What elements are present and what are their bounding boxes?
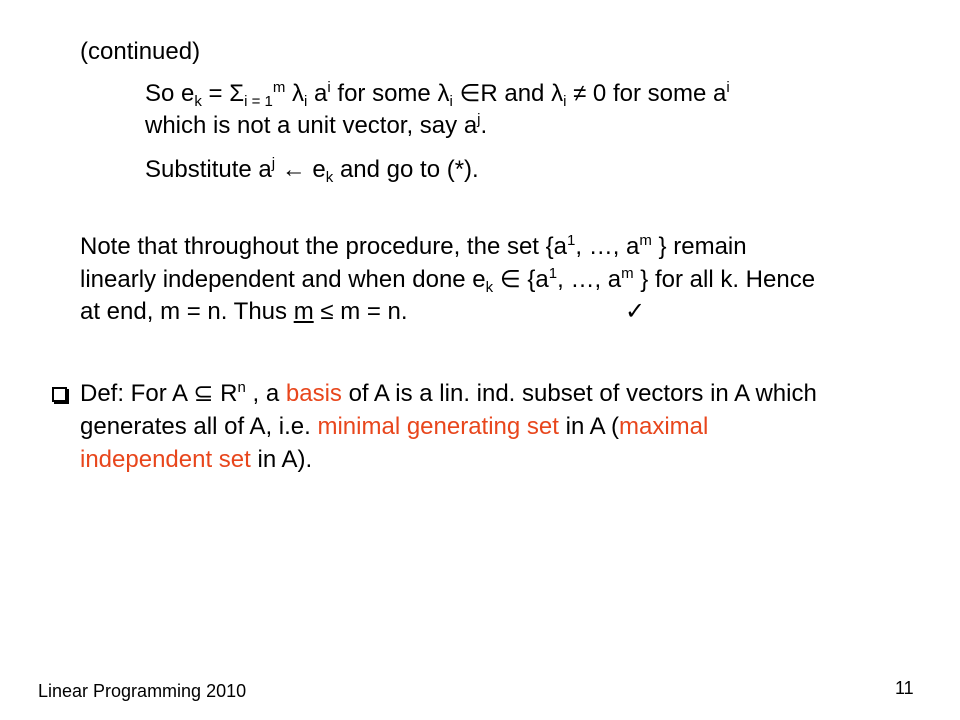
t: . xyxy=(480,112,488,139)
t: in A ( xyxy=(558,413,619,440)
not-equal-symbol: ≠ xyxy=(573,80,587,107)
def-line-2 xyxy=(80,413,708,441)
t: k xyxy=(194,93,202,110)
t: j xyxy=(271,155,276,172)
t: i = 1 xyxy=(244,93,273,110)
t: of A is a lin. ind. subset of vectors in A which xyxy=(341,380,817,407)
t: a xyxy=(307,80,328,107)
t: generates all of A, i.e. xyxy=(80,413,318,440)
line-note-3 xyxy=(80,298,408,326)
lambda-symbol: λ xyxy=(551,80,564,107)
qed-check-icon: ✓ xyxy=(625,298,646,325)
t: i xyxy=(563,93,567,110)
t: {a xyxy=(520,266,549,293)
t: m = n. xyxy=(333,298,408,325)
line-unit-vector xyxy=(145,112,487,140)
t: } remain xyxy=(651,233,747,260)
t: i xyxy=(449,93,453,110)
t: Def: For A xyxy=(80,380,194,407)
t: which is not a unit vector, say a xyxy=(145,112,478,139)
t: e xyxy=(305,156,326,183)
lambda-symbol: λ xyxy=(437,80,450,107)
t: , …, a xyxy=(575,233,640,260)
subset-symbol: ⊆ xyxy=(193,380,214,407)
t: = xyxy=(201,80,230,107)
t: for some xyxy=(330,80,438,107)
line-note-2 xyxy=(80,266,815,294)
line-note-1 xyxy=(80,233,747,261)
t: Note that throughout the procedure, the set {a xyxy=(80,233,568,260)
continued-heading xyxy=(80,38,200,66)
t: linearly independent and when done e xyxy=(80,266,486,293)
t: i xyxy=(327,79,331,96)
t: R and xyxy=(480,80,552,107)
t xyxy=(275,156,282,183)
line-substitute xyxy=(145,156,479,184)
t xyxy=(493,266,500,293)
left-arrow-symbol: ← xyxy=(281,156,306,183)
less-equal-symbol: ≤ xyxy=(320,298,334,325)
lambda-symbol: λ xyxy=(292,80,305,107)
t: m xyxy=(272,79,286,96)
t: k xyxy=(485,279,494,296)
t: in A). xyxy=(250,446,313,473)
underlined-m: m xyxy=(293,298,314,325)
sigma-symbol: Σ xyxy=(229,80,245,107)
t: m xyxy=(639,232,652,249)
t: R xyxy=(213,380,238,407)
checkbox-bullet-icon xyxy=(52,387,67,402)
t: m xyxy=(621,265,634,282)
t: So e xyxy=(145,80,195,107)
minimal-generating-set-term: minimal generating set xyxy=(317,413,559,440)
continued-text: (continued) xyxy=(80,38,201,65)
t: at end, m = n. Thus xyxy=(80,298,294,325)
t: , …, a xyxy=(557,266,622,293)
t: and go to (*). xyxy=(333,156,479,183)
def-line-3 xyxy=(80,446,312,474)
maximal-term: maximal xyxy=(618,413,709,440)
t: n xyxy=(237,379,246,396)
t: Substitute a xyxy=(145,156,272,183)
independent-set-term: independent set xyxy=(80,446,251,473)
t: } for all k. Hence xyxy=(633,266,816,293)
footer-course: Linear Programming 2010 xyxy=(38,681,247,701)
t: i xyxy=(304,93,308,110)
t: k xyxy=(325,169,334,186)
t: 0 for some a xyxy=(586,80,727,107)
t: i xyxy=(726,79,730,96)
basis-term: basis xyxy=(285,380,342,407)
element-of-symbol: ∈ xyxy=(459,80,481,107)
element-of-symbol: ∈ xyxy=(499,266,521,293)
footer-page-number: 11 xyxy=(895,678,914,698)
t: j xyxy=(477,111,481,128)
line-so-ek xyxy=(145,80,730,108)
t: 1 xyxy=(567,232,576,249)
t: , a xyxy=(245,380,286,407)
def-line-1 xyxy=(80,380,817,408)
t: 1 xyxy=(548,265,558,282)
